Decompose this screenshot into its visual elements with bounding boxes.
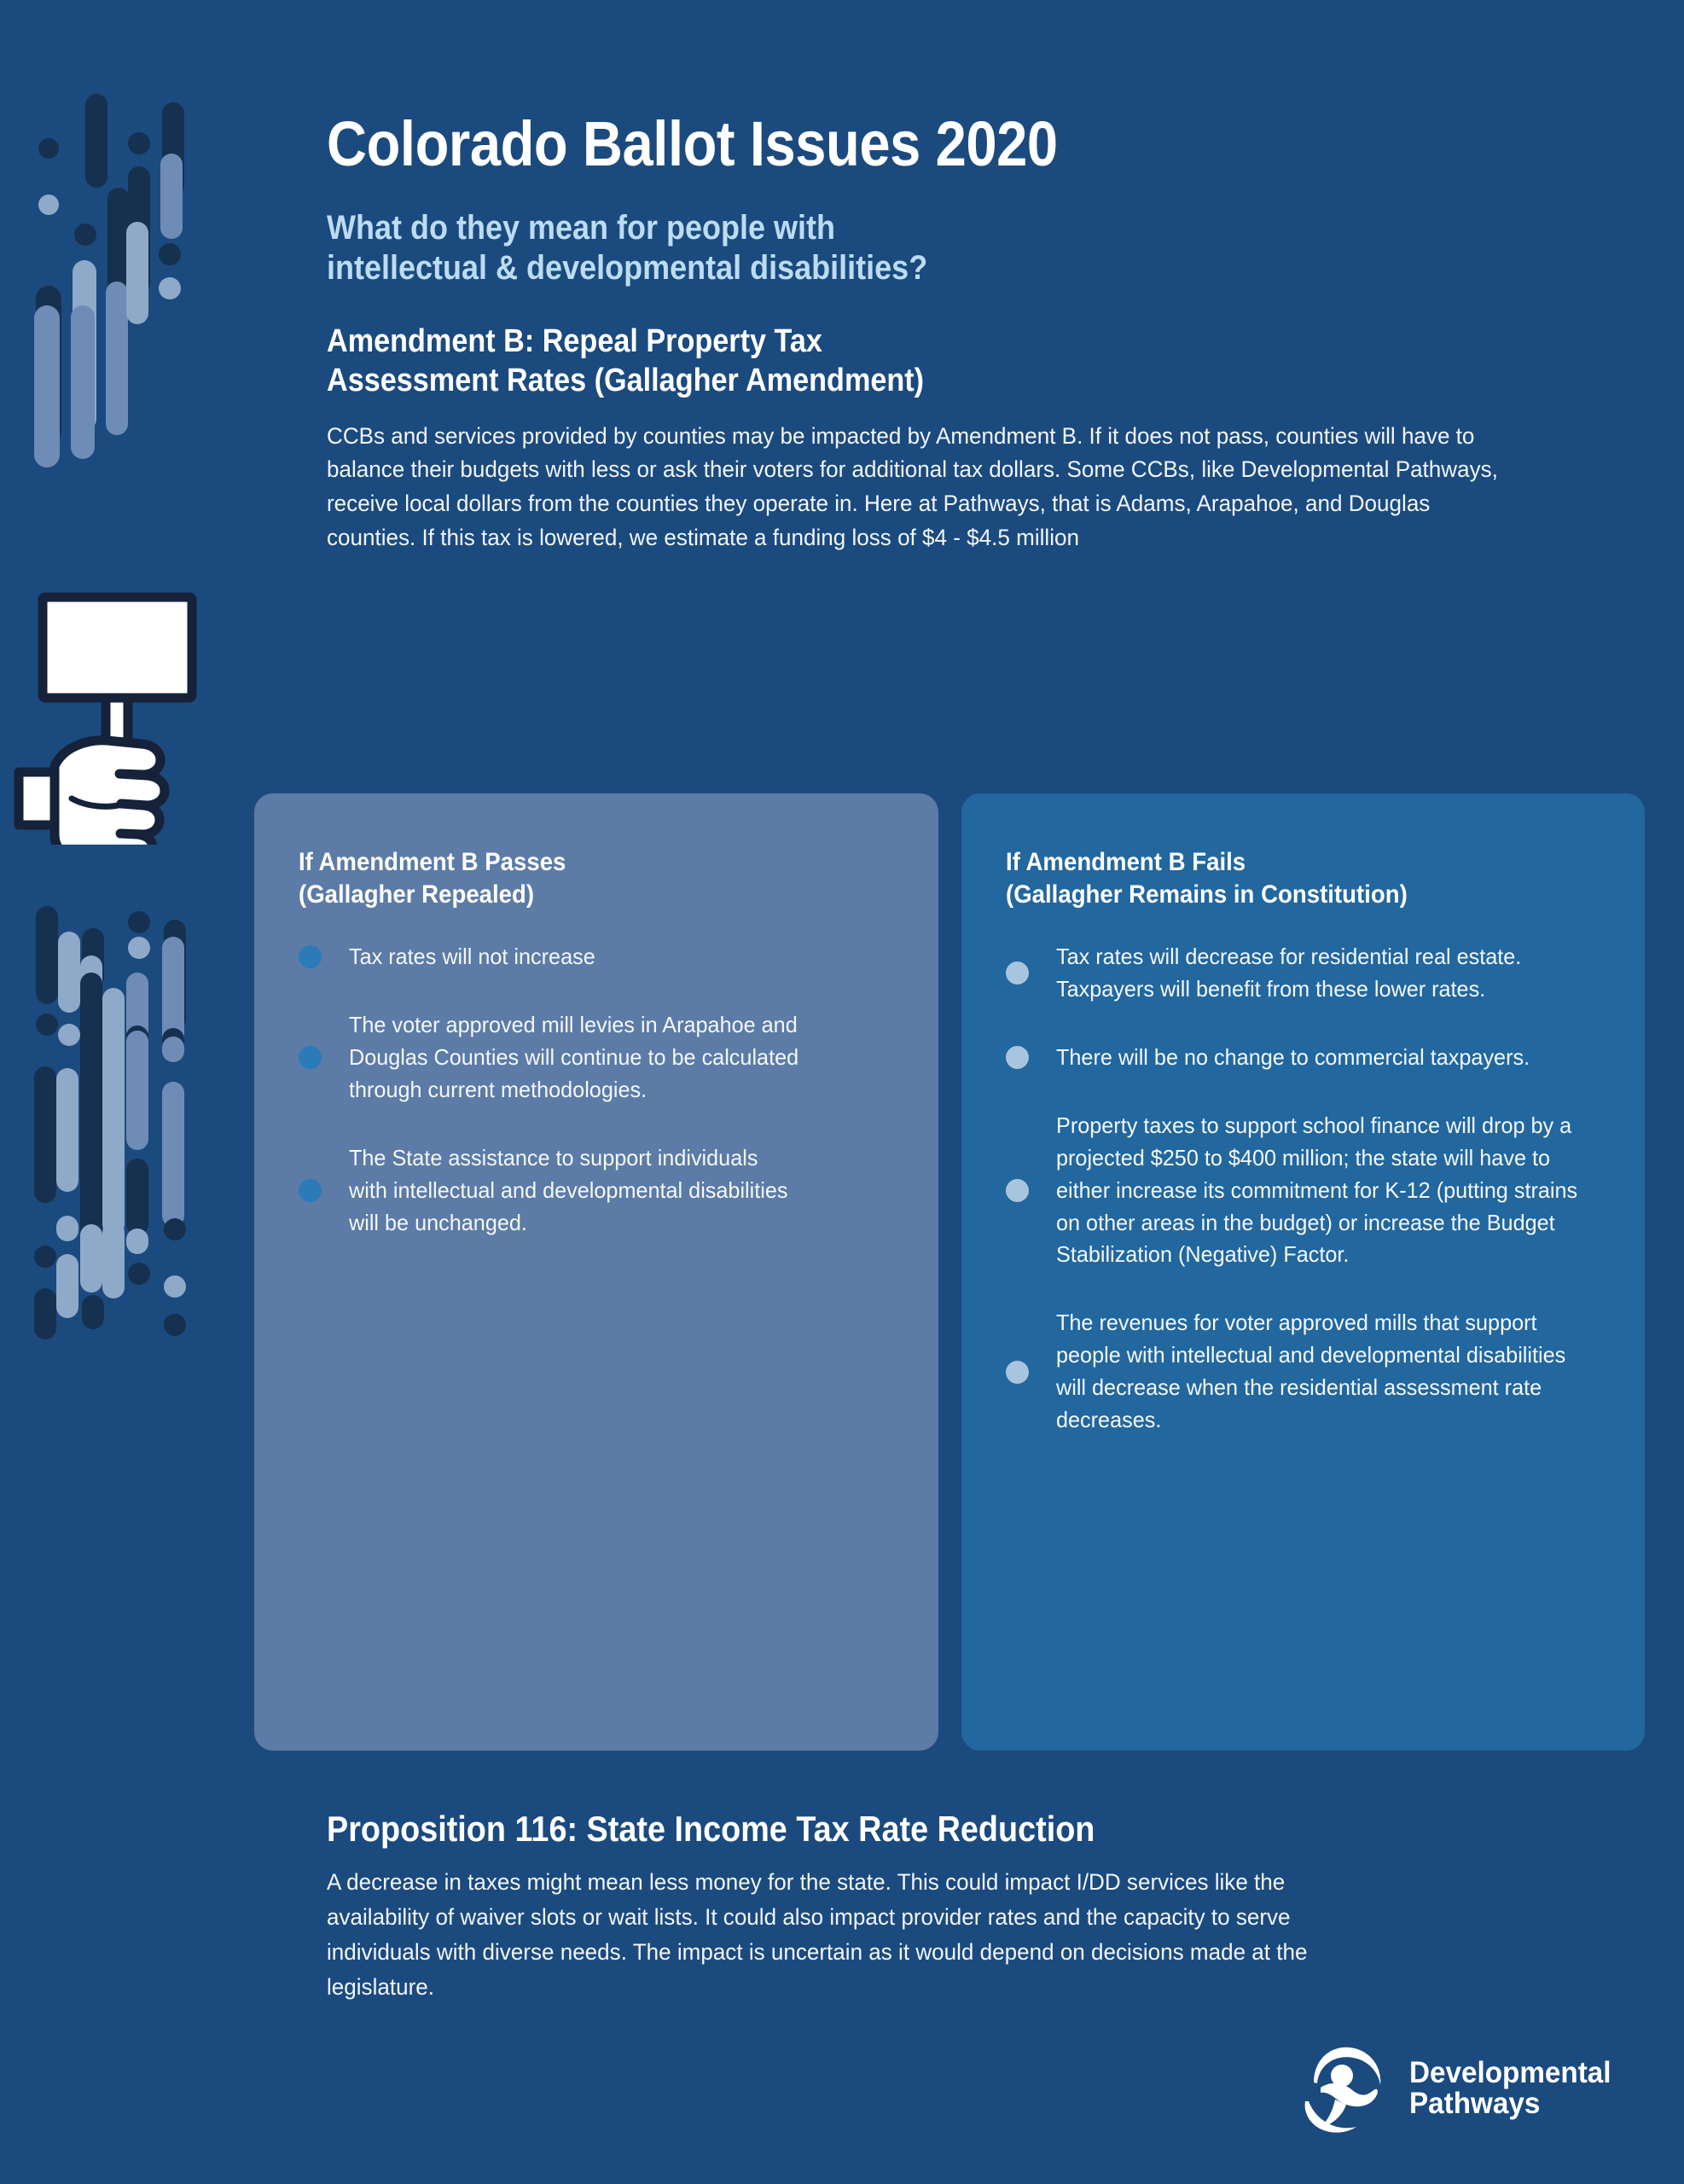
decorative-pill bbox=[126, 222, 148, 324]
decorative-pill bbox=[80, 956, 102, 994]
main-content bbox=[327, 0, 1623, 555]
list-item bbox=[1006, 1042, 1603, 1074]
panel-fail-heading-line-2: (Gallagher Remains in Constitution) bbox=[1005, 880, 1408, 909]
decorative-pill bbox=[126, 1159, 148, 1235]
amendment-b-heading-line-2: Assessment Rates (Gallagher Amendment) bbox=[327, 362, 925, 398]
comparison-panels bbox=[254, 793, 1645, 1751]
list-item bbox=[299, 1142, 896, 1240]
decorative-pill bbox=[162, 102, 184, 196]
panel-fail-bullet-list bbox=[1006, 941, 1603, 1437]
decorative-pill bbox=[73, 260, 96, 431]
decorative-pill bbox=[36, 286, 61, 444]
decorative-pill bbox=[82, 928, 104, 988]
decorative-pill bbox=[164, 1275, 186, 1298]
bullet-dot-icon bbox=[1006, 1361, 1029, 1384]
logo-line-2: Pathways bbox=[1409, 2087, 1541, 2120]
proposition-116-heading: Proposition 116: State Income Tax Rate Reduction bbox=[327, 1809, 1095, 1849]
decorative-pill bbox=[126, 1025, 148, 1145]
hand-holding-sign-icon bbox=[10, 589, 206, 845]
decorative-pill bbox=[164, 920, 186, 1031]
decorative-pill bbox=[36, 1014, 58, 1036]
list-item bbox=[1006, 1110, 1603, 1272]
decorative-pill bbox=[126, 1228, 148, 1254]
decorative-pill bbox=[160, 154, 183, 239]
decorative-pill bbox=[74, 224, 96, 246]
panel-fail-heading bbox=[1006, 846, 1555, 912]
decorative-pill bbox=[34, 1288, 56, 1339]
decorative-pill bbox=[56, 1216, 78, 1241]
decorative-pill bbox=[159, 277, 181, 299]
list-item-text: Tax rates will decrease for residential real estate. Taxpayers will benefit from these lower rates. bbox=[1055, 943, 1521, 1002]
decorative-pill bbox=[38, 195, 59, 215]
panel-amendment-b-passes bbox=[254, 793, 938, 1751]
list-item-text: There will be no change to commercial taxpayers. bbox=[1055, 1043, 1530, 1070]
decorative-pill bbox=[71, 305, 95, 459]
list-item-text: Tax rates will not increase bbox=[349, 943, 595, 969]
panel-pass-heading-line-1: If Amendment B Passes bbox=[299, 848, 566, 876]
decorative-pill bbox=[106, 282, 128, 435]
decorative-pill bbox=[56, 1068, 78, 1192]
list-item bbox=[1006, 941, 1603, 1006]
decorative-pill bbox=[107, 188, 130, 307]
bullet-dot-icon bbox=[299, 1179, 322, 1202]
subtitle-line-1: What do they mean for people with bbox=[327, 209, 836, 247]
decorative-pill bbox=[162, 1037, 184, 1062]
panel-pass-heading bbox=[299, 846, 848, 912]
decorative-pill bbox=[162, 1082, 184, 1227]
logo-line-1: Developmental bbox=[1409, 2055, 1611, 2089]
page-title: Colorado Ballot Issues 2020 bbox=[327, 108, 1058, 179]
decorative-pill bbox=[58, 932, 80, 1013]
decorative-pill bbox=[80, 1224, 102, 1292]
bullet-dot-icon bbox=[1006, 1179, 1029, 1202]
bullet-dot-icon bbox=[299, 1046, 322, 1069]
decorative-pill bbox=[126, 973, 148, 1041]
bullet-dot-icon bbox=[299, 945, 322, 968]
decorative-pill bbox=[128, 166, 150, 294]
list-item bbox=[299, 941, 896, 973]
list-item bbox=[299, 1009, 896, 1107]
decorative-pill bbox=[126, 1031, 148, 1150]
list-item-text: The State assistance to support individuals with intellectual and developmental disabilities will be unchanged. bbox=[349, 1144, 788, 1235]
decorative-pill bbox=[162, 937, 184, 1048]
decorative-pill bbox=[164, 1314, 186, 1336]
panel-amendment-b-fails bbox=[961, 793, 1646, 1751]
decorative-pill bbox=[38, 138, 59, 159]
bullet-dot-icon bbox=[1006, 961, 1029, 985]
amendment-b-body: CCBs and services provided by counties may be impacted by Amendment B. If it does not pass, counties will have to balance their budgets with less or ask their voters for additional tax dollars. Some CCBs, like Developmental Pathways, receive local dollars from the counties they operate in. Here at Pathways, that is Adams, Arapahoe, and Douglas counties. If this tax is lowered, we estimate a funding loss of $4 - $4.5 million bbox=[327, 422, 1498, 550]
decorative-pill bbox=[128, 1263, 150, 1285]
panel-fail-heading-line-1: If Amendment B Fails bbox=[1005, 848, 1246, 876]
proposition-116-body: A decrease in taxes might mean less money for the state. This could impact I/DD services like the availability of waiver slots or wait lists. It could also impact provider rates and the capacity to serve individuals with diverse needs. The impact is uncertain as it would depend on decisions made at the legislature. bbox=[327, 1869, 1308, 2001]
bullet-dot-icon bbox=[1006, 1046, 1029, 1069]
list-item bbox=[1006, 1307, 1603, 1437]
developmental-pathways-logo bbox=[1295, 2029, 1636, 2148]
decorative-pills-bottom bbox=[0, 887, 230, 1365]
decorative-pill bbox=[128, 132, 150, 154]
panel-pass-heading-line-2: (Gallagher Repealed) bbox=[299, 880, 535, 909]
decorative-pill bbox=[162, 1028, 184, 1059]
decorative-pill bbox=[80, 973, 102, 1246]
decorative-pill bbox=[128, 911, 150, 933]
decorative-pill bbox=[34, 305, 60, 468]
logo-wordmark bbox=[1409, 2055, 1622, 2120]
page-subtitle bbox=[327, 208, 1494, 288]
list-item-text: Property taxes to support school finance will drop by a projected $250 to $400 million; the state will have to either increase its commitment for K-12 (putting strains on other areas in the budget) or increase the Budget Stabilization (Negative) Factor. bbox=[1055, 1112, 1577, 1268]
proposition-116-section bbox=[327, 1809, 1623, 2005]
panel-pass-bullet-list bbox=[299, 941, 896, 1240]
decorative-pill bbox=[85, 94, 107, 188]
decorative-pills-top bbox=[0, 85, 230, 512]
decorative-pill bbox=[102, 988, 125, 1235]
decorative-pill bbox=[128, 937, 150, 959]
pathways-figure-icon bbox=[1295, 2038, 1396, 2139]
decorative-pill bbox=[34, 1066, 56, 1203]
amendment-b-heading-line-1: Amendment B: Repeal Property Tax bbox=[327, 323, 822, 360]
decorative-pill bbox=[159, 243, 181, 265]
decorative-pill bbox=[102, 1222, 125, 1298]
decorative-pill bbox=[109, 237, 131, 259]
list-item-text: The revenues for voter approved mills that support people with intellectual and developmental disabilities will decrease when the residential assessment rate decreases. bbox=[1055, 1310, 1565, 1433]
decorative-pill bbox=[56, 1254, 78, 1318]
decorative-pill bbox=[164, 1218, 186, 1240]
decorative-pill bbox=[34, 1246, 56, 1268]
list-item-text: The voter approved mill levies in Arapahoe and Douglas Counties will continue to be calculated through current methodologies. bbox=[349, 1011, 799, 1102]
amendment-b-heading bbox=[327, 322, 1494, 400]
decorative-pill bbox=[58, 1024, 80, 1046]
decorative-pill bbox=[82, 1295, 104, 1329]
decorative-pill bbox=[36, 906, 58, 1004]
subtitle-line-2: intellectual & developmental disabilities? bbox=[327, 249, 928, 288]
